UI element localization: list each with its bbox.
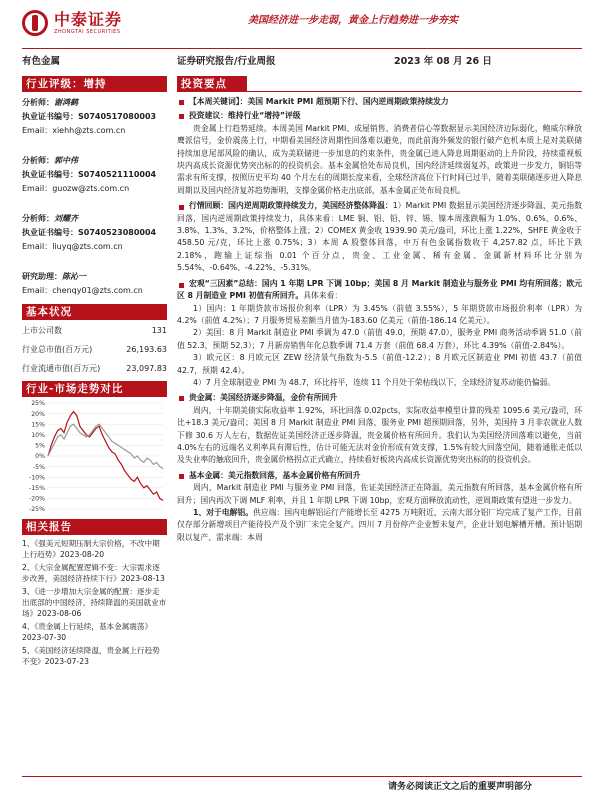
logo-name-en: ZHONGTAI SECURITIES [54,29,121,35]
strategy-heading: 投资建议：维持行业“增持”评级 [177,110,582,122]
page-header [0,0,600,50]
series-line [48,424,163,469]
market-heading: 行情回顾：国内逆周期政策持续发力，美国经济整体降温： [177,201,393,210]
report-type: 证券研究报告/行业周报 [177,56,276,67]
section-title: 投资要点 [177,76,247,92]
footer-divider [22,776,582,777]
basic-info-row [22,343,167,356]
analyst-block [22,154,167,196]
aluminum-paragraph [177,507,582,544]
footer-disclaimer: 请务必阅读正文之后的重要声明部分 [388,782,533,792]
analyst-email[interactable]: xiehh@zts.com.cn [52,126,126,135]
precious-body: 周内，十年期美债实际收益率 1.92%，环比回落 0.02pcts，实际收益率模型计算的残差 1095.6 美元/盎司，环比+18.3 美元/盎司；美国 8 月 Markit 制造业 PMI 回落，服务业 PMI 超预期回落，另外，美国持 3 月非农就业人数下修 30.6 万人左右，数据佐证美国经济正逐步降温，贵金属价格有所回升。我们认为美国经济回落难以避免，当前 4.0%左右的远端名义利率具有滞后性，估计可能无法对金价形成有效支撑，1.5%有较大回落空间，随着通胀走低以及失业率的触底回升，贵金属价格拐点正式确立，持续看好板块内高成长资源优势突出标的的投资机会。 [177,405,582,465]
basic-info-row [22,362,167,375]
macro-item: 3）欧元区：8 月欧元区 ZEW 经济景气指数为-5.5（前值-12.2）；8 月欧元区制造业 PMI 初值 43.7（前值 42.7，预期 42.4）。 [177,353,582,375]
assistant-role: 研究助理： [22,272,62,281]
macro-heading: 宏观“三因素”总结：国内 1 年期 LPR 下调 10bp；美国 8 月 Markit 制造业与服务业 PMI 均有所回落；欧元区 8 月制造业 PMI 初值有所回升。 [177,278,582,301]
analyst-block [22,96,167,138]
analyst-email[interactable]: liuyq@zts.com.cn [52,242,123,251]
aluminum-body: 供应端：国内电解铝运行产能增长至 4275 万吨附近，云南大部分铝厂均完成了复产工作，目前仅存部分新增项目产能待投产及个别厂未完全复产。四川 7 月份停产企业暂未复产，企业计划电解槽开槽。预计铝期限以复产、需求端：本周 [177,508,582,542]
base-heading: 基本金属：美元指数回落，基本金属价格有所回升 [177,470,582,482]
trend-chart-svg [22,397,167,515]
logo-mark-icon [22,10,48,36]
report-date: 2023 年 08 月 26 日 [394,56,492,67]
company-logo [22,10,122,36]
macro-item: 1）国内：1 年期贷款市场报价利率（LPR）为 3.45%（前值 3.55%），5 年期贷款市场报价利率（LPR）为 4.2%（前值 4.2%）；7 月服务贸易差额当月值为-183.60 亿美元（前值-186.14 亿美元）。 [177,303,582,325]
sector-label: 有色金属 [22,56,61,67]
logo-name-cn: 中泰证券 [54,10,123,29]
basic-value: 131 [151,326,167,335]
related-reports-list [22,538,167,667]
analyst-role: 分析师： [22,214,54,223]
basic-info-bar: 基本状况 [22,304,167,320]
analyst-role: 分析师： [22,98,54,107]
keywords-line: 【本周关键词】：美国 Markit PMI 超预期下行、国内逆周期政策持续发力 [177,96,582,108]
y-tick-label: 15% [31,421,45,429]
y-tick-label: -25% [29,506,45,514]
report-link[interactable]: 5、《美国经济延续降温，贵金属上行趋势不变》2023-07-23 [22,645,160,667]
y-tick-label: 20% [31,410,45,418]
market-body: 1）Markit PMI 数据显示美国经济逐步降温、美元指数回落，国内逆周期政策持续发力，具体来看：LME 铜、铝、铅、锌、锡、镍本周涨跌幅为 1.0%、0.6%、0.6%、3.8%、1.3%、3.2%，价格整体上涨；2）COMEX 黄金收 1939.90 美元/盎司，环比上涨 1.22%，SHFE 黄金收于 458.50 元/克，环比上涨 0.75%；3）本周 A 股整体回落，中万有色金属指数收于 4,257.82 点，环比下跌 2.18%，跑输上证综指 0.01 个百分点，贵金、工业金属、稀有金属、金属新材料环比分别为 5.54%、-0.64%、-4.22%、-5.31%。 [177,201,583,273]
sidebar [22,76,167,668]
y-tick-label: -15% [29,485,45,492]
y-tick-label: 25% [31,400,45,408]
email-label: Email： [22,242,53,251]
analyst-name: 郭中伟 [54,156,78,165]
header-divider [22,48,582,49]
market-review [177,200,582,274]
y-tick-label: 5% [35,442,45,450]
rating-bar: 行业评级：增持 [22,76,167,92]
basic-label: 行业总市值(百万元) [22,345,93,354]
y-tick-label: -5% [32,463,45,471]
analyst-block [22,212,167,254]
y-tick-label: 10% [31,432,45,439]
main-column [177,76,582,544]
cert-number: S0740517080003 [78,112,157,121]
assistant-name: 陈沁一 [62,272,86,281]
aluminum-heading: 1、对于电解铝。 [193,508,254,517]
report-tagline: 美国经济进一步走弱，黄金上行趋势进一步夯实 [248,15,458,26]
analyst-role: 分析师： [22,156,54,165]
email-label: Email： [22,286,53,295]
analyst-name: 谢鸿鹤 [54,98,78,107]
cert-label: 执业证书编号： [22,170,78,179]
email-label: Email： [22,126,53,135]
precious-heading: 贵金属：美国经济逐步降温，金价有所回升 [177,392,582,404]
cert-number: S0740521110004 [78,170,157,179]
cert-number: S0740523080004 [78,228,157,237]
assistant-email[interactable]: chenqy01@zts.com.cn [52,286,143,295]
base-body: 周内，Markit 制造业 PMI 与服务业 PMI 回落，佐证美国经济正在降温，美元指数有所回落，基本金属价格有所回升；国内再次下调 MLF 利率，并且 1 年期 LPR 下调 10bp，宏观方面释放流动性，逆周期政策有望进一步发力。 [177,483,582,505]
report-meta [22,53,582,67]
y-tick-label: 0% [35,453,45,461]
email-label: Email： [22,184,53,193]
macro-summary [177,278,582,303]
report-link[interactable]: 3、《进一步增加大宗金属的配置：逐步走出底部的中国经济，持续降温的美国就业市场》2023-08-06 [22,586,167,619]
basic-label: 上市公司数 [22,326,62,335]
report-link[interactable]: 2、《大宗金属配置逻辑不变：大宗需求逐步改善，美国经济持续下行》2023-08-13 [22,562,165,584]
cert-label: 执业证书编号： [22,112,78,121]
trend-chart [22,397,167,515]
report-link[interactable]: 4、《贵金属上行延续，基本金属震荡》2023-07-30 [22,621,153,643]
basic-value: 26,193.63 [126,345,167,354]
basic-info-table [22,324,167,375]
trend-bar: 行业-市场走势对比 [22,381,167,397]
y-tick-label: -20% [29,495,45,503]
macro-item: 4）7 月全球制造业 PMI 为 48.7，环比持平，连续 11 个月处于荣枯线以下，全球经济复苏动能仍偏弱。 [193,377,556,387]
y-tick-label: -10% [29,474,45,482]
report-link[interactable]: 1、《强美元短期压制大宗价格，不改中期上行趋势》2023-08-20 [22,539,160,560]
basic-label: 行业流通市值(百万元) [22,364,101,373]
basic-value: 23,097.83 [126,364,167,373]
macro-tail: 具体来看： [303,291,343,301]
section-divider [247,91,582,92]
macro-item: 2）美国：8 月 Markit 制造业 PMI 季调为 47.0（前值 49.0，预期 47.0），服务业 PMI 商务活动季调 51.0（前值 52.3，预期 52.3）；7 月新房销售年化总数季调 71.4 万套（前值 68.4 万套），环比 4.39%（前值-2.84%）。 [177,328,582,350]
analyst-name: 刘耀齐 [54,214,78,223]
cert-label: 执业证书编号： [22,228,78,237]
reports-bar: 相关报告 [22,519,167,535]
strategy-body: 贵金属上行趋势延续。本周美国 Markit PMI、成屋销售、消费者信心等数据显示美国经济边际弱化，鲍威尔释放鹰派信号，金价震荡上行，中期看美国经济周期性回落难以避免，而此前海外频发的银行破产危机本质上是对美联储持续加息尾部风险的确认，成为美联储进一步加息的约束条件，贵金属已进入降息周期驱动的上升阶段，持续重视板块内高成长资源优势突出标的的投资机会。基本金属恰处布局良机，国内经济延续弱复苏，政策进一步发力，铜铝等需求有所支撑，按照历史平均 40 个月左右的周期长度来看，全球经济高位下行时间已过半，随着美联储逐步进入降息周期以及国内经济复苏趋势渐明，支撑金属价格走出底部，基本金属正处布局良机。 [177,123,582,195]
basic-info-row [22,324,167,337]
assistant-block [22,270,167,298]
analyst-email[interactable]: guozw@zts.com.cn [52,184,130,193]
